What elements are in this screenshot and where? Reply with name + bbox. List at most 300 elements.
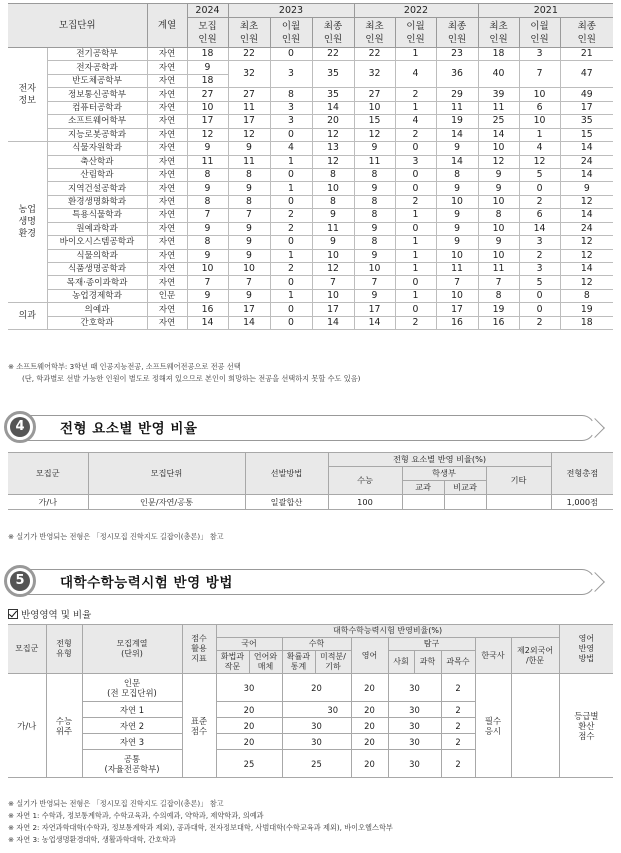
- value-cell: 14: [354, 316, 395, 329]
- value-cell: 11: [228, 101, 270, 114]
- value-cell: 32: [228, 61, 270, 88]
- value-cell: 1: [270, 249, 312, 262]
- note-3-2: ※ 자연 2: 자연과학대학(수학과, 정보통계학과 제외), 공과대학, 전자정보대학, 사범대학(수학교육과 제외), 바이오헬스학부: [8, 823, 393, 832]
- t3-kor-4: 25: [216, 750, 282, 778]
- value-cell: 11: [187, 155, 228, 168]
- section-5-header: [4, 563, 610, 599]
- value-cell: 10: [519, 88, 560, 101]
- t3-kor-3: 20: [216, 734, 282, 750]
- t3-eng-2: 20: [351, 718, 388, 734]
- value-cell: 11: [354, 155, 395, 168]
- t2-method: 일괄합산: [245, 495, 328, 510]
- note-3-1: ※ 자연 1: 수학과, 정보통계학과, 수학교육과, 수의예과, 약학과, 제약학과, 의예과: [8, 811, 264, 820]
- value-cell: 7: [519, 61, 560, 88]
- t2-header-suneung: 수능: [328, 467, 402, 495]
- value-cell: 14: [312, 316, 354, 329]
- field-cell: 인문: [147, 289, 187, 302]
- value-cell: 8: [228, 168, 270, 181]
- field-cell: 자연: [147, 249, 187, 262]
- t3-cnt-1: 2: [441, 702, 475, 718]
- t3-header-social: 사회: [388, 651, 414, 674]
- value-cell: 9: [228, 222, 270, 235]
- value-cell: 19: [478, 303, 519, 316]
- value-cell: 18: [478, 48, 519, 61]
- header-carry: 이월 인원: [270, 18, 312, 48]
- table-row: [8, 316, 613, 329]
- t2-header-group: 모집군: [8, 453, 88, 495]
- header-final: 최종 인원: [436, 18, 478, 48]
- value-cell: 22: [354, 48, 395, 61]
- table-row: [8, 48, 613, 61]
- value-cell: 4: [395, 61, 436, 88]
- value-cell: 6: [519, 209, 560, 222]
- value-cell: 0: [270, 195, 312, 208]
- value-cell: 0: [270, 236, 312, 249]
- unit-name: 정보통신공학부: [47, 88, 147, 101]
- value-cell: 14: [436, 155, 478, 168]
- value-cell: 10: [436, 249, 478, 262]
- value-cell: 0: [395, 303, 436, 316]
- t3-header-unit: 모집계열 (단위): [82, 625, 182, 674]
- value-cell: 10: [312, 182, 354, 195]
- t3-header-lang: 언어와 매체: [249, 651, 282, 674]
- value-cell: 4: [519, 142, 560, 155]
- value-cell: 10: [312, 249, 354, 262]
- value-cell: 0: [395, 222, 436, 235]
- value-cell: 10: [436, 195, 478, 208]
- unit-name: 특용식물학과: [47, 209, 147, 222]
- value-cell: 22: [312, 48, 354, 61]
- unit-name: 농업경제학과: [47, 289, 147, 302]
- value-cell: 10: [228, 263, 270, 276]
- unit-name: 컴퓨터공학과: [47, 101, 147, 114]
- value-cell: 11: [478, 101, 519, 114]
- value-cell: 35: [312, 88, 354, 101]
- value-cell: 12: [560, 249, 613, 262]
- t3-header-subjcount: 과목수: [441, 651, 475, 674]
- header-final: 최종 인원: [312, 18, 354, 48]
- value-cell: 9: [354, 142, 395, 155]
- t3-history: 필수 응시: [475, 674, 511, 778]
- value-cell: 0: [270, 276, 312, 289]
- field-cell: 자연: [147, 101, 187, 114]
- value-cell: 9: [187, 61, 228, 74]
- header-unit: 모집단위: [8, 4, 147, 48]
- value-cell: 8: [560, 289, 613, 302]
- t3-header-calc: 미적분/ 기하: [315, 651, 351, 674]
- t2-etc: [486, 495, 551, 510]
- field-cell: 자연: [147, 155, 187, 168]
- value-cell: 12: [312, 155, 354, 168]
- field-cell: 자연: [147, 182, 187, 195]
- table-row: [8, 236, 613, 249]
- value-cell: 8: [354, 195, 395, 208]
- group-label: 전자 정보: [8, 48, 47, 142]
- t3-kor-1: 20: [216, 702, 282, 718]
- t3-cnt-3: 2: [441, 734, 475, 750]
- value-cell: 12: [187, 128, 228, 141]
- t3-unit-3: 자연 3: [82, 734, 182, 750]
- value-cell: 14: [519, 222, 560, 235]
- value-cell: 10: [478, 195, 519, 208]
- t3-inq-0: 30: [388, 674, 441, 702]
- table-row: [8, 249, 613, 262]
- value-cell: 8: [228, 195, 270, 208]
- field-cell: 자연: [147, 276, 187, 289]
- value-cell: 0: [270, 128, 312, 141]
- value-cell: 13: [312, 142, 354, 155]
- header-first: 최초 인원: [354, 18, 395, 48]
- t3-header-english: 영어: [351, 638, 388, 674]
- value-cell: 1: [395, 209, 436, 222]
- t3-eng-4: 20: [351, 750, 388, 778]
- header-carry: 이월 인원: [519, 18, 560, 48]
- value-cell: 7: [228, 209, 270, 222]
- value-cell: 2: [519, 195, 560, 208]
- value-cell: 8: [312, 195, 354, 208]
- value-cell: 11: [436, 263, 478, 276]
- unit-name: 간호학과: [47, 316, 147, 329]
- t2-suneung: 100: [328, 495, 402, 510]
- t2-subj: [402, 495, 444, 510]
- t3-score: 표준 점수: [182, 674, 216, 778]
- header-carry: 이월 인원: [395, 18, 436, 48]
- value-cell: 3: [519, 48, 560, 61]
- unit-name: 식품생명공학과: [47, 263, 147, 276]
- value-cell: 8: [478, 289, 519, 302]
- value-cell: 8: [354, 168, 395, 181]
- t3-type: 수능 위주: [46, 674, 82, 778]
- value-cell: 0: [395, 168, 436, 181]
- value-cell: 24: [560, 155, 613, 168]
- value-cell: 14: [560, 263, 613, 276]
- table-row: [8, 88, 613, 101]
- value-cell: 23: [436, 48, 478, 61]
- t2-header-record: 학생부: [402, 467, 486, 481]
- note-practical: ※ 실기가 반영되는 전형은 「정시모집 진학지도 길잡이(총론)」 참고: [8, 532, 224, 541]
- value-cell: 10: [478, 222, 519, 235]
- value-cell: 15: [354, 115, 395, 128]
- value-cell: 11: [436, 101, 478, 114]
- value-cell: 2: [270, 209, 312, 222]
- header-field: 계열: [147, 4, 187, 48]
- value-cell: 9: [436, 222, 478, 235]
- value-cell: 9: [187, 222, 228, 235]
- value-cell: 27: [228, 88, 270, 101]
- value-cell: 12: [354, 128, 395, 141]
- value-cell: 8: [436, 168, 478, 181]
- t2-total: 1,000점: [551, 495, 613, 510]
- unit-name: 원예과학과: [47, 222, 147, 235]
- value-cell: 9: [228, 182, 270, 195]
- table-row: [8, 289, 613, 302]
- header-final: 최종 인원: [560, 18, 613, 48]
- value-cell: 7: [478, 276, 519, 289]
- t3-math-b-1: 30: [315, 702, 351, 718]
- table-row: [8, 168, 613, 181]
- value-cell: 17: [228, 303, 270, 316]
- t3-header-korean: 국어: [216, 638, 282, 651]
- value-cell: 2: [395, 88, 436, 101]
- value-cell: 0: [270, 168, 312, 181]
- header-first: 최초 인원: [478, 18, 519, 48]
- value-cell: 16: [436, 316, 478, 329]
- value-cell: 4: [395, 115, 436, 128]
- value-cell: 9: [354, 182, 395, 195]
- value-cell: 12: [519, 155, 560, 168]
- value-cell: 19: [436, 115, 478, 128]
- value-cell: 5: [519, 168, 560, 181]
- field-cell: 자연: [147, 168, 187, 181]
- t3-inq-2: 30: [388, 718, 441, 734]
- field-cell: 자연: [147, 236, 187, 249]
- t2-header-total: 전형총점: [551, 453, 613, 495]
- value-cell: 10: [519, 115, 560, 128]
- t3-header-type: 전형 유형: [46, 625, 82, 674]
- table-row: [8, 222, 613, 235]
- t3-math-0: 20: [282, 674, 351, 702]
- unit-name: 산림학과: [47, 168, 147, 181]
- value-cell: 9: [436, 209, 478, 222]
- table-row: [8, 128, 613, 141]
- t3-math-a-1: [282, 702, 315, 718]
- value-cell: 22: [228, 48, 270, 61]
- value-cell: 7: [228, 276, 270, 289]
- t3-inq-4: 30: [388, 750, 441, 778]
- unit-name: 환경생명화학과: [47, 195, 147, 208]
- header-first: 최초 인원: [228, 18, 270, 48]
- t3-unit-4: 공통 (자율전공학부): [82, 750, 182, 778]
- value-cell: 3: [519, 263, 560, 276]
- section-5-title: 대학수학능력시험 반영 방법: [60, 575, 233, 591]
- field-cell: 자연: [147, 142, 187, 155]
- value-cell: 0: [270, 316, 312, 329]
- value-cell: 17: [187, 115, 228, 128]
- field-cell: 자연: [147, 303, 187, 316]
- field-cell: 자연: [147, 195, 187, 208]
- value-cell: 3: [270, 101, 312, 114]
- header-2024: 2024: [187, 4, 228, 18]
- value-cell: 20: [312, 115, 354, 128]
- value-cell: 35: [312, 61, 354, 88]
- field-cell: 자연: [147, 316, 187, 329]
- section-4-number: 4: [10, 417, 30, 437]
- t3-unit-2: 자연 2: [82, 718, 182, 734]
- t3-unit-0: 인문 (전 모집단위): [82, 674, 182, 702]
- value-cell: 1: [395, 289, 436, 302]
- value-cell: 5: [519, 276, 560, 289]
- value-cell: 8: [270, 88, 312, 101]
- table-row: [8, 182, 613, 195]
- value-cell: 9: [187, 289, 228, 302]
- field-cell: 자연: [147, 263, 187, 276]
- value-cell: 11: [312, 222, 354, 235]
- table-row: [8, 155, 613, 168]
- value-cell: 27: [354, 88, 395, 101]
- t2-header-nonsubj: 비교과: [444, 481, 486, 495]
- note-software: ※ 소프트웨어학부: 3학년 때 인공지능전공, 소프트웨어전공으로 전공 선택: [8, 362, 241, 371]
- value-cell: 9: [354, 249, 395, 262]
- value-cell: 3: [519, 236, 560, 249]
- t3-eng-3: 20: [351, 734, 388, 750]
- value-cell: 10: [436, 289, 478, 302]
- value-cell: 0: [519, 303, 560, 316]
- value-cell: 1: [395, 249, 436, 262]
- value-cell: 0: [519, 182, 560, 195]
- value-cell: 14: [228, 316, 270, 329]
- value-cell: 1: [395, 101, 436, 114]
- value-cell: 17: [560, 101, 613, 114]
- value-cell: 29: [436, 88, 478, 101]
- t3-group: 가/나: [8, 674, 46, 778]
- value-cell: 1: [270, 182, 312, 195]
- value-cell: 25: [478, 115, 519, 128]
- value-cell: 15: [560, 128, 613, 141]
- value-cell: 17: [436, 303, 478, 316]
- unit-name: 지역건설공학과: [47, 182, 147, 195]
- admission-quota-table: [8, 3, 613, 330]
- value-cell: 0: [395, 182, 436, 195]
- value-cell: 14: [560, 142, 613, 155]
- value-cell: 8: [354, 236, 395, 249]
- header-2021: 2021: [478, 4, 613, 18]
- value-cell: 8: [187, 236, 228, 249]
- value-cell: 3: [270, 61, 312, 88]
- value-cell: 8: [312, 168, 354, 181]
- t3-header-score: 점수 활용 지표: [182, 625, 216, 674]
- value-cell: 10: [478, 249, 519, 262]
- t3-eng-0: 20: [351, 674, 388, 702]
- t3-inq-1: 30: [388, 702, 441, 718]
- value-cell: 9: [436, 142, 478, 155]
- t3-cnt-4: 2: [441, 750, 475, 778]
- value-cell: 10: [354, 101, 395, 114]
- value-cell: 0: [270, 303, 312, 316]
- section-4-header: [4, 409, 610, 445]
- value-cell: 7: [187, 276, 228, 289]
- t3-header-history: 한국사: [475, 638, 511, 674]
- value-cell: 8: [187, 168, 228, 181]
- header-2023: 2023: [228, 4, 354, 18]
- t3-eng-method: 등급별 환산 점수: [559, 674, 613, 778]
- t3-kor-0: 30: [216, 674, 282, 702]
- value-cell: 14: [187, 316, 228, 329]
- value-cell: 1: [270, 155, 312, 168]
- t3-kor-2: 20: [216, 718, 282, 734]
- value-cell: 10: [478, 142, 519, 155]
- value-cell: 12: [228, 128, 270, 141]
- value-cell: 9: [228, 142, 270, 155]
- t2-header-ratio: 전형 요소별 반영 비율(%): [328, 453, 551, 467]
- section-4-title: 전형 요소별 반영 비율: [60, 421, 198, 437]
- t2-unit: 인문/자연/공통: [88, 495, 245, 510]
- field-cell: 자연: [147, 61, 187, 74]
- note-software-detail: (단, 학과별로 선발 가능한 인원이 별도로 정해져 있으므로 본인이 희망하는 전공을 선택하지 못할 수도 있음): [22, 374, 361, 383]
- value-cell: 1: [519, 128, 560, 141]
- value-cell: 8: [354, 209, 395, 222]
- value-cell: 27: [187, 88, 228, 101]
- t3-header-second: 제2외국어 /한문: [511, 638, 559, 674]
- value-cell: 12: [312, 128, 354, 141]
- value-cell: 17: [354, 303, 395, 316]
- field-cell: 자연: [147, 115, 187, 128]
- t3-unit-1: 자연 1: [82, 702, 182, 718]
- value-cell: 12: [478, 155, 519, 168]
- value-cell: 14: [560, 209, 613, 222]
- value-cell: 4: [270, 142, 312, 155]
- t3-second: [511, 674, 559, 778]
- value-cell: 2: [519, 249, 560, 262]
- value-cell: 9: [187, 182, 228, 195]
- t3-eng-1: 20: [351, 702, 388, 718]
- t3-header-ratio: 대학수학능력시험 반영비율(%): [216, 625, 559, 638]
- value-cell: 12: [560, 236, 613, 249]
- value-cell: 1: [395, 263, 436, 276]
- value-cell: 18: [187, 74, 228, 87]
- field-cell: 자연: [147, 48, 187, 61]
- value-cell: 21: [560, 48, 613, 61]
- t3-header-hwa: 화법과 작문: [216, 651, 249, 674]
- group-label: 의과: [8, 303, 47, 330]
- t2-nonsubj: [444, 495, 486, 510]
- t3-header-prob: 확률과 통계: [282, 651, 315, 674]
- value-cell: 14: [312, 101, 354, 114]
- value-cell: 17: [228, 115, 270, 128]
- value-cell: 9: [354, 289, 395, 302]
- value-cell: 18: [187, 48, 228, 61]
- value-cell: 10: [187, 263, 228, 276]
- unit-name: 반도체공학부: [47, 74, 147, 87]
- note-3-0: ※ 실기가 반영되는 전형은 「정시모집 진학지도 길잡이(총론)」 참고: [8, 799, 224, 808]
- field-cell: 자연: [147, 209, 187, 222]
- t3-header-inquiry: 탐구: [388, 638, 475, 651]
- value-cell: 2: [395, 128, 436, 141]
- value-cell: 9: [478, 168, 519, 181]
- unit-name: 목재·종이과학과: [47, 276, 147, 289]
- value-cell: 24: [560, 222, 613, 235]
- value-cell: 2: [270, 222, 312, 235]
- value-cell: 36: [436, 61, 478, 88]
- value-cell: 7: [312, 276, 354, 289]
- subheading: 반영영역 및 비율: [8, 607, 91, 621]
- table-row: [8, 195, 613, 208]
- selection-ratio-table: [8, 452, 613, 510]
- header-recruit: 모집 인원: [187, 18, 228, 48]
- value-cell: 47: [560, 61, 613, 88]
- group-label: 농업 생명 환경: [8, 142, 47, 303]
- field-cell: 자연: [147, 128, 187, 141]
- value-cell: 6: [519, 101, 560, 114]
- value-cell: 18: [560, 316, 613, 329]
- value-cell: 9: [436, 236, 478, 249]
- value-cell: 9: [354, 222, 395, 235]
- table-row: [8, 209, 613, 222]
- t2-header-etc: 기타: [486, 467, 551, 495]
- t3-math-3: 30: [282, 734, 351, 750]
- table-row: [8, 142, 613, 155]
- table-row: [8, 303, 613, 316]
- value-cell: 1: [395, 48, 436, 61]
- value-cell: 16: [187, 303, 228, 316]
- value-cell: 12: [560, 276, 613, 289]
- value-cell: 1: [270, 289, 312, 302]
- value-cell: 2: [270, 263, 312, 276]
- t2-header-method: 선발방법: [245, 453, 328, 495]
- value-cell: 14: [478, 128, 519, 141]
- t3-header-group: 모집군: [8, 625, 46, 674]
- value-cell: 7: [187, 209, 228, 222]
- value-cell: 32: [354, 61, 395, 88]
